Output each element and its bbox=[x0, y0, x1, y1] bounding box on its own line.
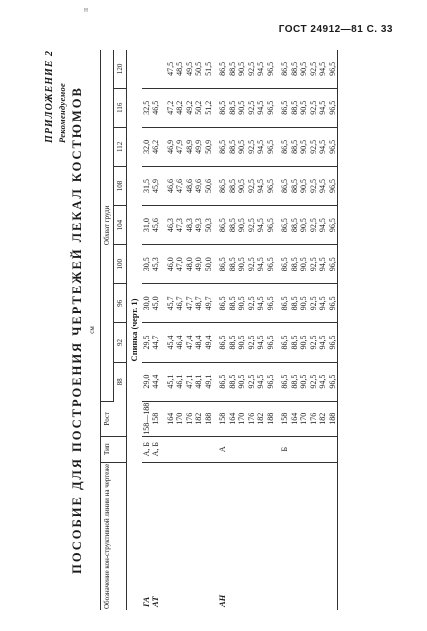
height-cell: 164 170 176 182 188 bbox=[166, 401, 214, 436]
appendix-label bbox=[44, 50, 68, 143]
header-chest-size: 108 bbox=[114, 166, 127, 205]
height-cell: 158 164 170 176 182 188 bbox=[218, 401, 275, 436]
table-row bbox=[280, 50, 338, 610]
table-body bbox=[127, 50, 338, 610]
value-cell: 46,6 47,6 48,6 49,6 50,6 bbox=[166, 166, 214, 205]
designation-cell: АН bbox=[217, 594, 227, 607]
type-cell: Б bbox=[280, 436, 338, 462]
value-cell: 46,3 47,3 48,3 49,3 50,3 bbox=[166, 206, 214, 245]
value-cell: 45,1 46,1 47,1 48,1 49,1 bbox=[166, 362, 214, 401]
value-cell: 31,0 45,6 bbox=[142, 206, 161, 245]
type-cell: А, Б А, Б bbox=[142, 436, 161, 462]
header-chest-size: 96 bbox=[114, 284, 127, 323]
header-chest-group: Обхват груди bbox=[101, 50, 114, 401]
table-row bbox=[218, 50, 275, 610]
value-cell: 45,4 46,4 47,4 48,4 49,4 bbox=[166, 323, 214, 362]
header-chest-size: 120 bbox=[114, 50, 127, 88]
value-cell: 31,5 45,9 bbox=[142, 166, 161, 205]
value-cell: 86,5 88,5 90,5 92,5 94,5 96,5 bbox=[218, 245, 275, 284]
header-chest-size: 92 bbox=[114, 323, 127, 362]
section-row bbox=[127, 50, 142, 610]
document-title: ПОСОБИЕ ДЛЯ ПОСТРОЕНИЯ ЧЕРТЕЖЕЙ ЛЕКАЛ КОСТЮМОВ bbox=[70, 86, 84, 574]
designation-cell: ГА АТ bbox=[140, 596, 160, 607]
header-designation: Обозначение кон-структивной линии на чертеже bbox=[101, 462, 127, 610]
value-cell: 29,5 44,7 bbox=[142, 323, 161, 362]
value-cell: 47,2 48,2 49,2 50,2 51,2 bbox=[166, 88, 214, 127]
value-cell: 86,5 88,5 90,5 92,5 94,5 96,5 bbox=[280, 50, 338, 88]
value-cell: 86,5 88,5 90,5 92,5 94,5 96,5 bbox=[218, 284, 275, 323]
section-title: Спинка (черт. 1) bbox=[129, 298, 139, 362]
type-cell: А bbox=[218, 436, 275, 462]
value-cell: 86,5 88,5 90,5 92,5 94,5 96,5 bbox=[280, 323, 338, 362]
value-cell: 47,5 48,5 49,5 50,5 51,5 bbox=[166, 50, 214, 88]
value-cell: 86,5 88,5 90,5 92,5 94,5 96,5 bbox=[280, 166, 338, 205]
type-cell bbox=[166, 436, 214, 462]
value-cell: 32,5 46,5 bbox=[142, 88, 161, 127]
header-chest-size: 88 bbox=[114, 362, 127, 401]
appendix-subtitle: Рекомендуемое bbox=[57, 82, 67, 143]
header-chest-size: 116 bbox=[114, 88, 127, 127]
value-cell: 86,5 88,5 90,5 92,5 94,5 96,5 bbox=[280, 245, 338, 284]
value-cell: 86,5 88,5 90,5 92,5 94,5 96,5 bbox=[218, 206, 275, 245]
value-cell: 86,5 88,5 90,5 92,5 94,5 96,5 bbox=[218, 166, 275, 205]
value-cell: 86,5 88,5 90,5 92,5 94,5 96,5 bbox=[280, 362, 338, 401]
table-header-row bbox=[101, 50, 114, 610]
value-cell: 46,9 47,9 48,9 49,9 50,9 bbox=[166, 127, 214, 166]
value-cell: 86,5 88,5 90,5 92,5 94,5 96,5 bbox=[280, 88, 338, 127]
value-cell: 45,7 46,7 47,7 48,7 49,7 bbox=[166, 284, 214, 323]
table-row bbox=[142, 50, 161, 610]
header-type: Тип bbox=[101, 436, 127, 462]
value-cell: 32,0 46,2 bbox=[142, 127, 161, 166]
header-chest-size: 112 bbox=[114, 127, 127, 166]
header-chest-size: 104 bbox=[114, 206, 127, 245]
designation-cell bbox=[280, 462, 338, 610]
measurement-table bbox=[100, 50, 338, 610]
value-cell: 86,5 88,5 90,5 92,5 94,5 96,5 bbox=[218, 362, 275, 401]
value-cell: 86,5 88,5 90,5 92,5 94,5 96,5 bbox=[218, 50, 275, 88]
value-cell: 46,0 47,0 48,0 49,0 50,0 bbox=[166, 245, 214, 284]
value-cell: 86,5 88,5 90,5 92,5 94,5 96,5 bbox=[218, 88, 275, 127]
appendix-title: ПРИЛОЖЕНИЕ 2 bbox=[44, 50, 55, 143]
rotated-content bbox=[44, 50, 389, 610]
value-cell: 86,5 88,5 90,5 92,5 94,5 96,5 bbox=[218, 127, 275, 166]
page-header: ГОСТ 24912—81 С. 33 bbox=[278, 24, 393, 35]
height-cell: 158 164 170 176 182 188 bbox=[280, 401, 338, 436]
height-cell: 158—188 158 bbox=[141, 402, 160, 435]
header-height: Рост bbox=[101, 401, 127, 436]
stray-mark: ᴴ bbox=[84, 6, 88, 16]
table-row bbox=[166, 50, 214, 610]
value-cell: 86,5 88,5 90,5 92,5 94,5 96,5 bbox=[280, 127, 338, 166]
unit-label: см bbox=[88, 326, 96, 334]
header-chest-size: 100 bbox=[114, 245, 127, 284]
value-cell: 30,0 45,0 bbox=[142, 284, 161, 323]
value-cell bbox=[142, 50, 161, 88]
designation-cell bbox=[166, 462, 214, 610]
value-cell: 86,5 88,5 90,5 92,5 94,5 96,5 bbox=[280, 206, 338, 245]
value-cell: 30,5 45,3 bbox=[142, 245, 161, 284]
value-cell: 86,5 88,5 90,5 92,5 94,5 96,5 bbox=[280, 284, 338, 323]
value-cell: 29,0 44,4 bbox=[142, 362, 161, 401]
value-cell: 86,5 88,5 90,5 92,5 94,5 96,5 bbox=[218, 323, 275, 362]
